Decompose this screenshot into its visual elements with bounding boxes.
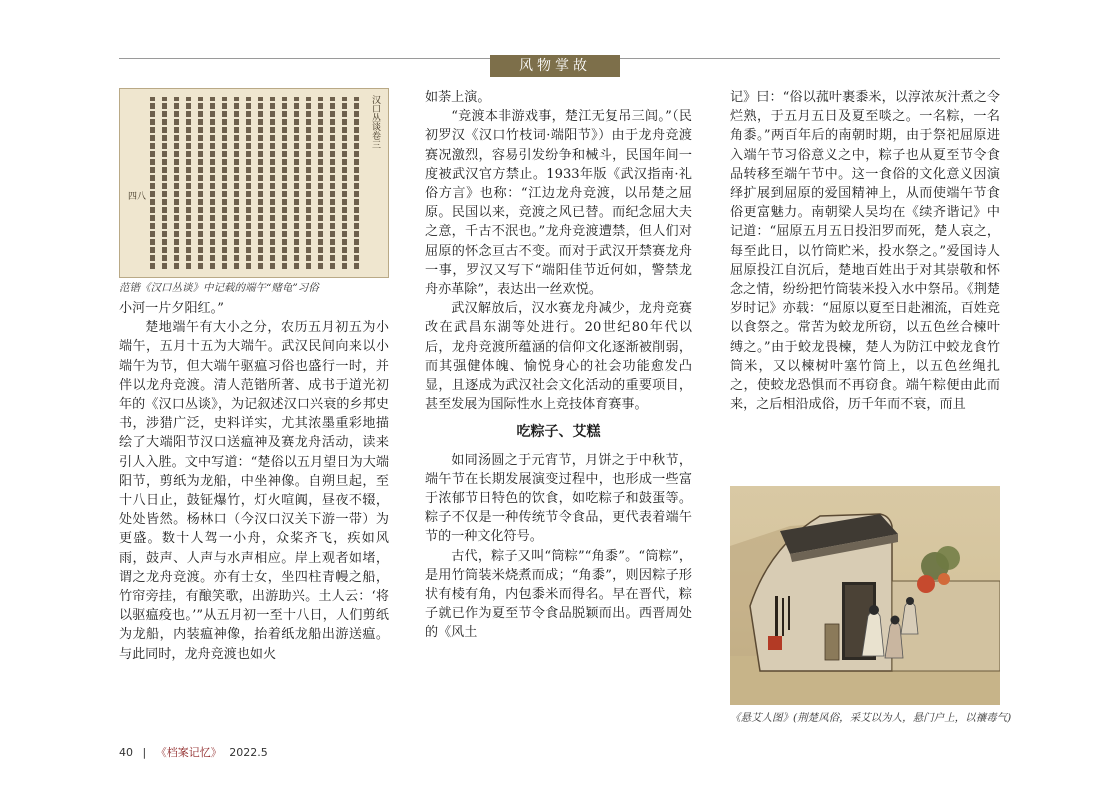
footer-separator: | <box>142 746 147 759</box>
scan-caption: 范锴《汉口丛谈》中记载的端午“赌龟”习俗 <box>119 282 319 294</box>
paragraph: “竞渡本非游戏事，楚江无复吊三闾。”（民初罗汉《汉口竹枝词·端阳节》）由于龙舟竞渡赛况激烈，容易引发纷争和械斗，民国年间一度被武汉官方禁止。1933年版《武汉指南·礼俗方言》也称：“江边龙舟竞渡，以吊楚之屈原。民国以来，竞渡之风已替。而纪念屈大夫之意，千古不泯也。”龙舟竞渡遭禁，但人们对屈原的怀念亘古不变。而对于武汉开禁赛龙舟一事，罗汉又写下“端阳佳节近何如，警禁龙舟亦革除”，表达出一丝欢悦。 <box>425 109 692 298</box>
paragraph: 古代，粽子又叫“筒粽”“角黍”。“筒粽”，是用竹筒装米烧煮而成；“角黍”，则因粽子形状有棱有角，内包黍米而得名。早在晋代，粽子就已作为夏至节令食品脱颖而出。西晋周处的《风土 <box>425 548 692 641</box>
right-column <box>730 88 1000 414</box>
paragraph: 楚地端午有大小之分，农历五月初五为小端午，五月十五为大端午。武汉民间向来以小端午为节，但大端午驱瘟习俗也盛行一时，并伴以龙舟竞渡。清人范锴所著、成书于道光初年的《汉口丛谈》，为记叙述汉口兴衰的乡邦史书，涉猎广泛，史料详实，尤其浓墨重彩地描绘了大端阳节汉口送瘟神及赛龙舟活动，读来引人入胜。文中写道：“楚俗以五月望日为大端阳节，剪纸为龙船，中坐神像。自朔旦起，至十八日止，鼓钲爆竹，灯火喧阗，昼夜不辍，处处皆然。杨林口（今汉口汉关下游一带）为更盛。数十人驾一小舟，众桨齐飞，疾如风雨，鼓声、人声与水声相应。岸上观者如堵，谓之龙舟竞渡。亦有士女，坐四柱青幔之船，竹帘旁挂，有酿笑歌，出游助兴。土人云：‘将以驱瘟疫也。’”从五月初一至十八日，人们剪纸为龙船，内装瘟神像，抬着纸龙船出游送瘟。与此同时，龙舟竞渡也如火 <box>119 320 389 662</box>
painting-image <box>730 486 1000 705</box>
scan-running-head: 汉口丛谈卷三 <box>370 95 380 149</box>
middle-paragraphs-b <box>425 451 692 643</box>
painting-svg <box>730 486 1000 705</box>
section-banner: 风物掌故 <box>490 55 620 77</box>
middle-paragraphs-a <box>425 88 692 414</box>
paragraph: 如荼上演。 <box>425 90 491 105</box>
journal-issue: 2022.5 <box>229 746 268 759</box>
scan-vertical-text <box>150 97 362 269</box>
paragraph: 记》曰：“俗以菰叶裹黍米，以淳浓灰汁煮之令烂熟，于五月五日及夏至啖之。一名粽，一名角黍。”两百年后的南朝时期，由于祭祀屈原进入端午节习俗意义之中，粽子也从夏至节令食品转移至端午节中。这一食俗的文化意义因演绎扩展到屈原的爱国精神上，从而使端午节食俗更富魅力。南朝梁人吴均在《续齐谐记》中记道：“屈原五月五日投汨罗而死，楚人哀之，每至此日，以竹筒贮米，投水祭之。”爱国诗人屈原投江自沉后，楚地百姓出于对其崇敬和怀念之情，纷纷把竹筒装米投入水中祭吊。《荆楚岁时记》亦载：“屈原以夏至日赴湘流，百姓竞以食祭之。常苦为蛟龙所窃，以五色丝合楝叶缚之。”由于蛟龙畏楝，楚人为防江中蛟龙食竹筒米，又以楝树叶塞竹筒上，以五色丝绳扎之，使蛟龙恐惧而不再窃食。端午粽便由此而来，之后相沿成俗，历千年而不衰，而且 <box>730 90 1000 413</box>
paragraph: 武汉解放后，汉水赛龙舟减少，龙舟竞赛改在武昌东湖等处进行。20世纪80年代以后，龙舟竞渡所蕴涵的信仰文化逐渐被削弱，而其强健体魄、愉悦身心的社会功能愈发凸显，且逐成为武汉社会文化活动的重要项目，甚至发展为国际性水上竞技体育赛事。 <box>425 301 692 413</box>
book-scan-image <box>119 88 389 278</box>
journal-title: 《档案记忆》 <box>155 746 222 759</box>
subheading: 吃粽子、艾糕 <box>516 424 601 441</box>
left-column <box>119 299 389 664</box>
page-footer <box>119 744 268 760</box>
paragraph: 如同汤圆之于元宵节，月饼之于中秋节，端午节在长期发展演变过程中，也形成一些富于浓郁节日特色的饮食，如吃粽子和鼓蛋等。粽子不仅是一种传统节令食品，更代表着端午节的一种文化符号。 <box>425 452 692 545</box>
page-number: 40 <box>119 746 133 759</box>
paragraph: 小河一片夕阳红。” <box>119 301 224 316</box>
scan-page-number: 四八 <box>128 192 147 202</box>
painting-caption: 《悬艾人图》(荆楚风俗，采艾以为人，悬门户上，以禳毒气) <box>730 712 1012 724</box>
middle-column <box>425 88 692 643</box>
